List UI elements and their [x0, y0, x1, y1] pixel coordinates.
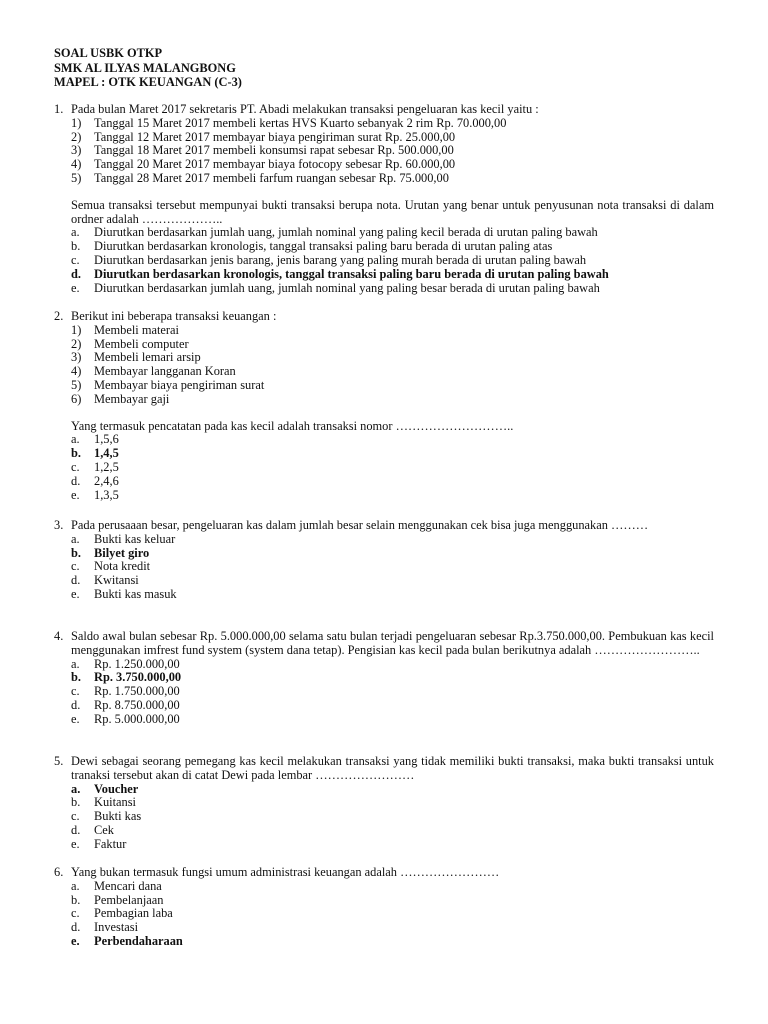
list-item: 4) Membayar langganan Koran: [71, 364, 236, 379]
option-b-answer: b. Bilyet giro: [71, 545, 150, 560]
option-a: a. Diurutkan berdasarkan jumlah uang, jumlah nominal yang paling kecil berada di urutan paling bawah: [71, 225, 598, 240]
question-2: [54, 310, 714, 502]
answer-options: [71, 226, 714, 295]
list-item: 2) Tanggal 12 Maret 2017 membayar biaya pengiriman surat Rp. 25.000,00: [71, 129, 456, 144]
option-b: b. Diurutkan berdasarkan kronologis, tanggal transaksi paling baru berada di urutan paling atas: [71, 239, 553, 254]
list-item: 1) Tanggal 15 Maret 2017 membeli kertas HVS Kuarto sebanyak 2 rim Rp. 70.000,00: [71, 115, 507, 130]
question-number: 2.: [54, 309, 64, 323]
option-c: c. Bukti kas: [71, 809, 142, 824]
option-d: d. 2,4,6: [71, 473, 119, 488]
option-a: a. Rp. 1.250.000,00: [71, 656, 180, 671]
answer-options: [71, 533, 714, 602]
question-number: 1.: [54, 102, 64, 116]
list-item: 4) Tanggal 20 Maret 2017 membayar biaya fotocopy sebesar Rp. 60.000,00: [71, 157, 456, 172]
transaction-list: [71, 324, 714, 407]
question-text: Berikut ini beberapa transaksi keuangan :: [71, 309, 277, 323]
transaction-list: [71, 117, 714, 186]
option-e: e. 1,3,5: [71, 487, 119, 502]
question-prompt: Semua transaksi tersebut mempunyai bukti transaksi berupa nota. Urutan yang benar untuk penyusunan nota transaksi di dalam ordner adalah ………………..: [71, 197, 714, 226]
list-item: 3) Tanggal 18 Maret 2017 membeli konsumsi rapat sebesar Rp. 500.000,00: [71, 143, 454, 158]
answer-options: [71, 658, 714, 727]
list-item: 6) Membayar gaji: [71, 391, 170, 406]
question-text: Saldo awal bulan sebesar Rp. 5.000.000,00 selama satu bulan terjadi pengeluaran sebesar Rp.3.750.000,00. Pembukuan kas kecil menggunakan imfrest fund system (system dana tetap). Pengisian kas kecil pada bulan berikutnya adalah ……………………..: [71, 629, 714, 657]
option-b-answer: b. 1,4,5: [71, 446, 119, 461]
option-a: a. Bukti kas keluar: [71, 531, 176, 546]
header-line-2: SMK AL ILYAS MALANGBONG: [54, 60, 236, 75]
option-b-answer: b. Rp. 3.750.000,00: [71, 670, 182, 685]
option-d: d. Rp. 8.750.000,00: [71, 697, 180, 712]
option-a-answer: a. Voucher: [71, 781, 139, 796]
document-header: [54, 46, 242, 90]
option-a: a. 1,5,6: [71, 432, 119, 447]
question-text: Dewi sebagai seorang pemegang kas kecil melakukan transaksi yang tidak memiliki bukti transaksi, maka bukti transaksi untuk tranaksi tersebut akan di catat Dewi pada lembar ……………………: [71, 754, 714, 782]
list-item: 5) Tanggal 28 Maret 2017 membeli farfum ruangan sebesar Rp. 75.000,00: [71, 170, 449, 185]
question-1: [54, 103, 714, 295]
answer-options: [71, 783, 714, 852]
question-text: Yang bukan termasuk fungsi umum administrasi keuangan adalah ……………………: [71, 865, 500, 879]
header-line-3: MAPEL : OTK KEUANGAN (C-3): [54, 75, 242, 89]
question-number: 3.: [54, 518, 64, 532]
question-text: Pada bulan Maret 2017 sekretaris PT. Abadi melakukan transaksi pengeluaran kas kecil yaitu :: [71, 102, 539, 116]
option-d: d. Cek: [71, 822, 114, 837]
option-d-answer: d. Diurutkan berdasarkan kronologis, tanggal transaksi paling baru berada di urutan paling bawah: [71, 266, 609, 281]
question-6: [54, 866, 714, 949]
option-e: e. Diurutkan berdasarkan jumlah uang, jumlah nominal yang paling besar berada di urutan paling bawah: [71, 280, 600, 295]
question-number: 4.: [54, 629, 64, 643]
option-c: c. 1,2,5: [71, 459, 119, 474]
question-text: Pada perusaaan besar, pengeluaran kas dalam jumlah besar selain menggunakan cek bisa juga menggunakan ………: [71, 518, 649, 532]
answer-options: [71, 880, 714, 949]
option-d: d. Kwitansi: [71, 573, 139, 588]
option-e-answer: e. Perbendaharaan: [71, 933, 183, 948]
option-d: d. Investasi: [71, 920, 139, 935]
question-number: 5.: [54, 754, 64, 768]
list-item: 1) Membeli materai: [71, 322, 179, 337]
option-e: e. Rp. 5.000.000,00: [71, 711, 180, 726]
answer-options: [71, 433, 714, 502]
option-b: b. Kuitansi: [71, 795, 136, 810]
question-5: [54, 755, 714, 852]
question-number: 6.: [54, 865, 64, 879]
header-line-1: SOAL USBK OTKP: [54, 46, 163, 60]
question-3: [54, 519, 714, 602]
question-4: [54, 630, 714, 727]
list-item: 2) Membeli computer: [71, 336, 189, 351]
option-b: b. Pembelanjaan: [71, 892, 164, 907]
option-e: e. Faktur: [71, 836, 127, 851]
option-a: a. Mencari dana: [71, 878, 162, 893]
option-c: c. Pembagian laba: [71, 906, 173, 921]
list-item: 3) Membeli lemari arsip: [71, 350, 201, 365]
option-c: c. Diurutkan berdasarkan jenis barang, jenis barang yang paling murah berada di urutan paling bawah: [71, 252, 587, 267]
option-c: c. Nota kredit: [71, 559, 151, 574]
question-prompt: Yang termasuk pencatatan pada kas kecil adalah transaksi nomor ………………………..: [71, 418, 514, 433]
option-e: e. Bukti kas masuk: [71, 586, 177, 601]
list-item: 5) Membayar biaya pengiriman surat: [71, 377, 265, 392]
option-c: c. Rp. 1.750.000,00: [71, 684, 180, 699]
